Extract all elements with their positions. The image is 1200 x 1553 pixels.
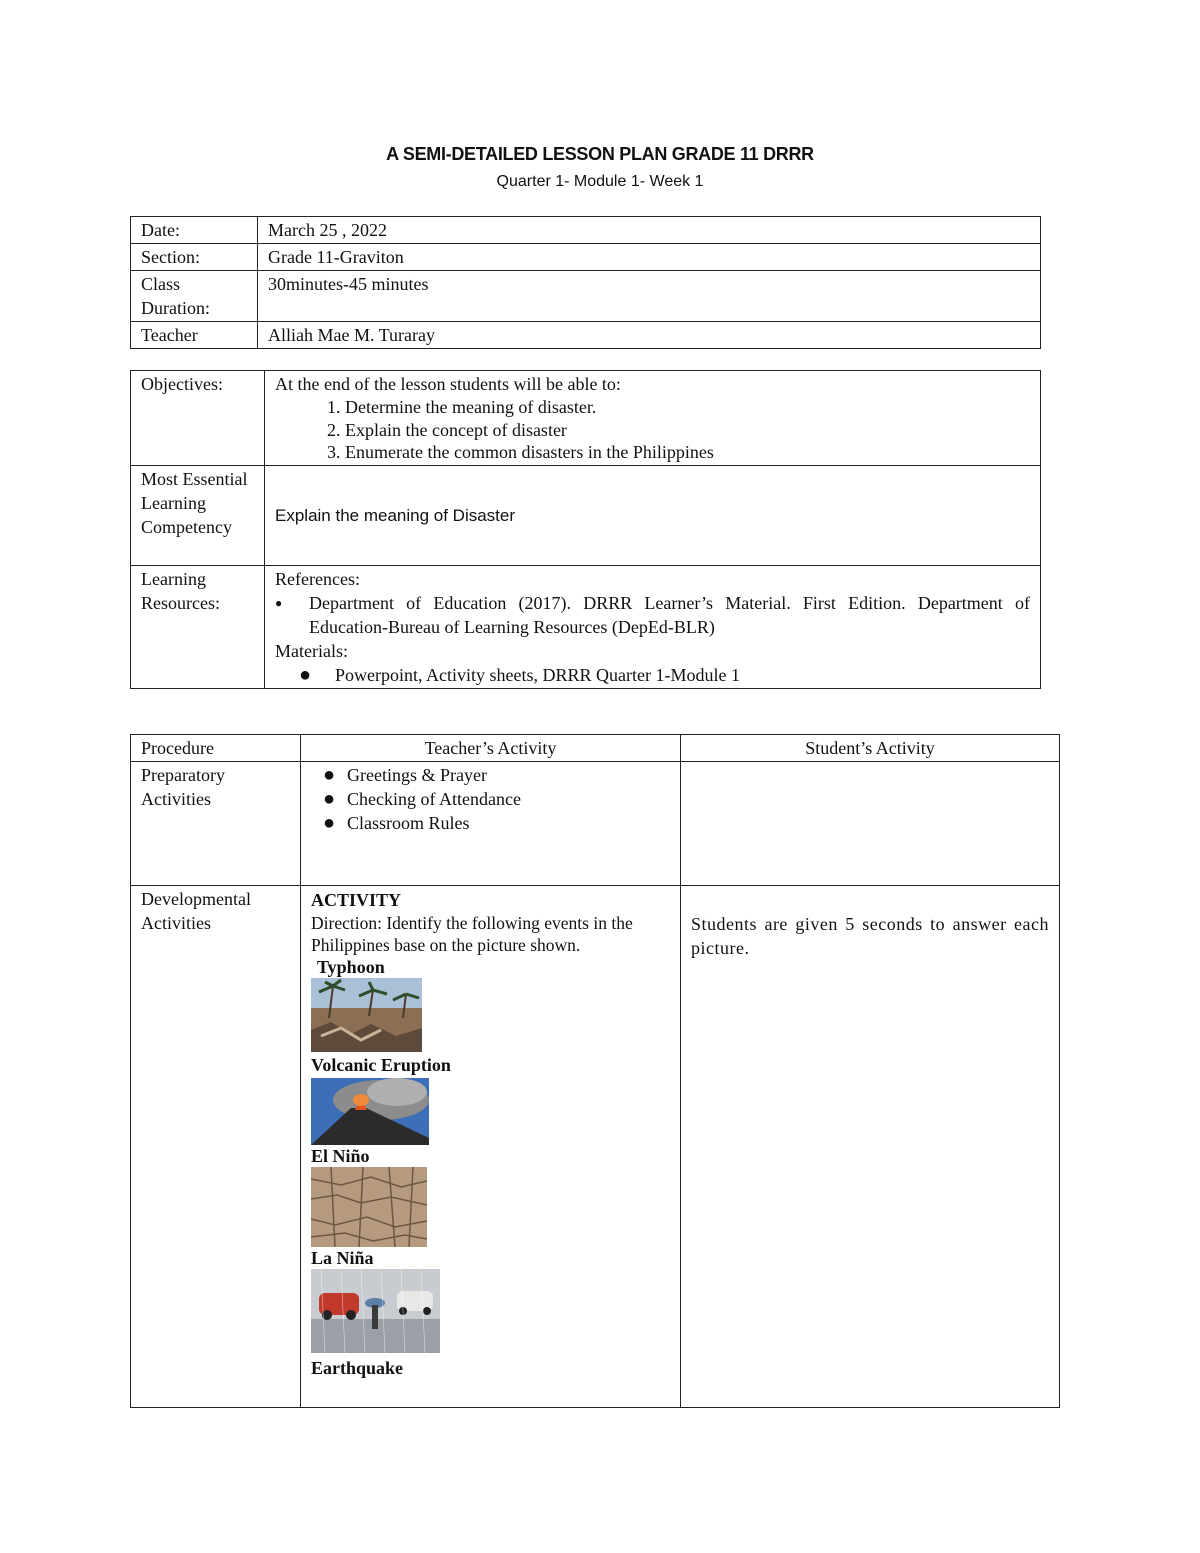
teacher-label: Teacher — [131, 322, 258, 349]
list-item-text: Classroom Rules — [347, 813, 470, 833]
objectives-table — [130, 370, 1041, 689]
objective-item: 2. Explain the concept of disaster — [345, 419, 1030, 442]
list-item-text: Checking of Attendance — [347, 789, 521, 809]
bullet-icon: ● — [322, 764, 336, 786]
bullet-icon: ● — [298, 664, 312, 686]
bullet-icon: ● — [322, 812, 336, 834]
el-nino-image — [311, 1167, 427, 1247]
objectives-cell — [265, 371, 1041, 466]
info-table — [130, 216, 1041, 349]
material-item — [275, 663, 1030, 687]
developmental-teacher-cell — [301, 886, 681, 1408]
procedure-header: Procedure — [131, 735, 301, 762]
page-subtitle: Quarter 1- Module 1- Week 1 — [496, 173, 704, 190]
student-activity-text: Students are given 5 seconds to answer each picture. — [691, 914, 1049, 958]
duration-label: Class Duration: — [131, 271, 258, 322]
list-item — [311, 787, 670, 811]
date-value: March 25 , 2022 — [258, 217, 1041, 244]
melc-label: Most Essential Learning Competency — [131, 466, 265, 566]
procedure-table — [130, 734, 1060, 1408]
resources-label: Learning Resources: — [131, 566, 265, 689]
melc-value: Explain the meaning of Disaster — [265, 466, 1041, 566]
event-label: Volcanic Eruption — [311, 1055, 451, 1075]
preparatory-student-cell — [681, 762, 1060, 886]
teacher-activity-header: Teacher’s Activity — [301, 735, 681, 762]
event-label: Earthquake — [311, 1358, 404, 1378]
duration-value: 30minutes-45 minutes — [258, 271, 1041, 322]
reference-item — [275, 591, 1030, 639]
activity-direction: Direction: Identify the following events in the Philippines base on the picture shown. — [311, 913, 633, 955]
section-label: Section: — [131, 244, 258, 271]
activity-title: ACTIVITY — [311, 890, 402, 910]
page-title: A SEMI-DETAILED LESSON PLAN GRADE 11 DRRR — [386, 144, 814, 164]
la-nina-image — [311, 1269, 440, 1353]
objectives-label: Objectives: — [131, 371, 265, 466]
preparatory-teacher-cell — [301, 762, 681, 886]
references-label: References: — [275, 569, 360, 589]
preparatory-label: Preparatory Activities — [131, 762, 301, 886]
volcano-image — [311, 1078, 429, 1145]
objective-item: 1. Determine the meaning of disaster. — [345, 396, 1030, 419]
objective-item: 3. Enumerate the common disasters in the Philippines — [345, 441, 1030, 464]
bullet-icon: ● — [275, 596, 283, 610]
developmental-student-cell — [681, 886, 1060, 1408]
event-label: Typhoon — [317, 957, 385, 977]
materials-label: Materials: — [275, 641, 348, 661]
bullet-icon: ● — [322, 788, 336, 810]
student-activity-header: Student’s Activity — [681, 735, 1060, 762]
list-item-text: Greetings & Prayer — [347, 765, 487, 785]
developmental-label: Developmental Activities — [131, 886, 301, 1408]
event-label: El Niño — [311, 1146, 370, 1166]
objectives-list — [275, 396, 1030, 464]
objectives-intro: At the end of the lesson students will be able to: — [275, 374, 621, 394]
typhoon-image — [311, 978, 422, 1052]
teacher-value: Alliah Mae M. Turaray — [258, 322, 1041, 349]
event-label: La Niña — [311, 1248, 374, 1268]
material-text: Powerpoint, Activity sheets, DRRR Quarter 1-Module 1 — [335, 665, 740, 685]
section-value: Grade 11-Graviton — [258, 244, 1041, 271]
list-item — [311, 763, 670, 787]
resources-cell — [265, 566, 1041, 689]
list-item — [311, 811, 670, 835]
reference-text: Department of Education (2017). DRRR Learner’s Material. First Edition. Department of Education-Bureau of Learning Resources (DepEd-BLR) — [309, 593, 1030, 637]
date-label: Date: — [131, 217, 258, 244]
